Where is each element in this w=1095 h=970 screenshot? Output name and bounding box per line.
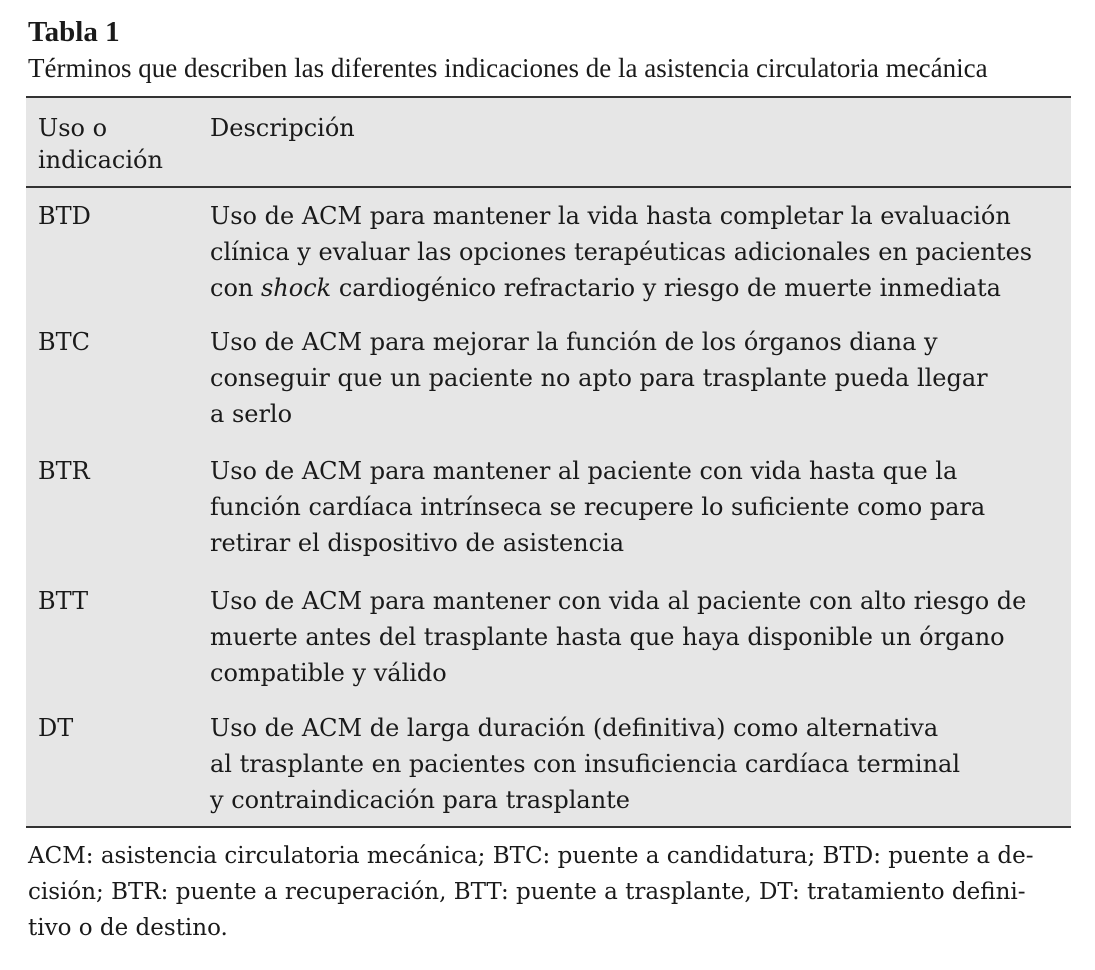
table-subtitle: Términos que describen las diferentes indicaciones de la asistencia circulatoria mecánica: [28, 53, 988, 83]
row-code: BTD: [38, 202, 91, 230]
row-code: BTC: [38, 328, 91, 356]
table-footnote: [28, 838, 1073, 946]
row-description-line: función cardíaca intrínseca se recupere lo suficiente como para: [210, 493, 986, 521]
row-code: DT: [38, 714, 74, 742]
row-description-line: a serlo: [210, 400, 293, 428]
row-description-line: Uso de ACM para mantener la vida hasta completar la evaluación: [210, 202, 1011, 230]
row-description-line: retirar el dispositivo de asistencia: [210, 529, 625, 557]
footnote-line: cisión; BTR: puente a recuperación, BTT: puente a trasplante, DT: tratamiento defini-: [28, 879, 1026, 905]
row-code: BTT: [38, 587, 89, 615]
header-uso-line2: indicación: [38, 146, 163, 174]
row-description-line: Uso de ACM para mejorar la función de los órganos diana y: [210, 328, 938, 356]
row-description: [210, 198, 1065, 306]
row-description-line: Uso de ACM de larga duración (definitiva) como alternativa: [210, 714, 939, 742]
row-description-emphasis: shock: [260, 274, 332, 302]
row-description-line: Uso de ACM para mantener al paciente con vida hasta que la: [210, 457, 958, 485]
row-code: BTR: [38, 457, 90, 485]
row-description: [210, 583, 1065, 691]
row-description-line: al trasplante en pacientes con insuficiencia cardíaca terminal: [210, 750, 961, 778]
header-descripcion: Descripción: [210, 114, 355, 142]
row-description-line: muerte antes del trasplante hasta que haya disponible un órgano: [210, 623, 1005, 651]
table-title: Tabla 1: [28, 16, 120, 48]
row-description-line: [210, 270, 1065, 306]
row-description-line: clínica y evaluar las opciones terapéuticas adicionales en pacientes: [210, 238, 1033, 266]
header-uso-line1: Uso o: [38, 114, 108, 142]
row-description-line: y contraindicación para trasplante: [210, 786, 631, 814]
row-description: [210, 710, 1065, 818]
row-description-segment: cardiogénico refractario y riesgo de muerte inmediata: [331, 274, 1001, 302]
row-description-segment: con: [210, 274, 261, 302]
header-uso-indicacion: [38, 112, 198, 176]
footnote-line: ACM: asistencia circulatoria mecánica; BTC: puente a candidatura; BTD: puente a de-: [28, 843, 1034, 869]
row-description-line: compatible y válido: [210, 659, 447, 687]
indications-table: [26, 96, 1071, 828]
row-description-line: Uso de ACM para mantener con vida al paciente con alto riesgo de: [210, 587, 1027, 615]
table-caption: [28, 14, 1078, 86]
row-description: [210, 324, 1065, 432]
row-description: [210, 453, 1065, 561]
table-header: [26, 98, 1071, 188]
footnote-line: tivo o de destino.: [28, 915, 228, 941]
row-description-line: conseguir que un paciente no apto para trasplante pueda llegar: [210, 364, 988, 392]
